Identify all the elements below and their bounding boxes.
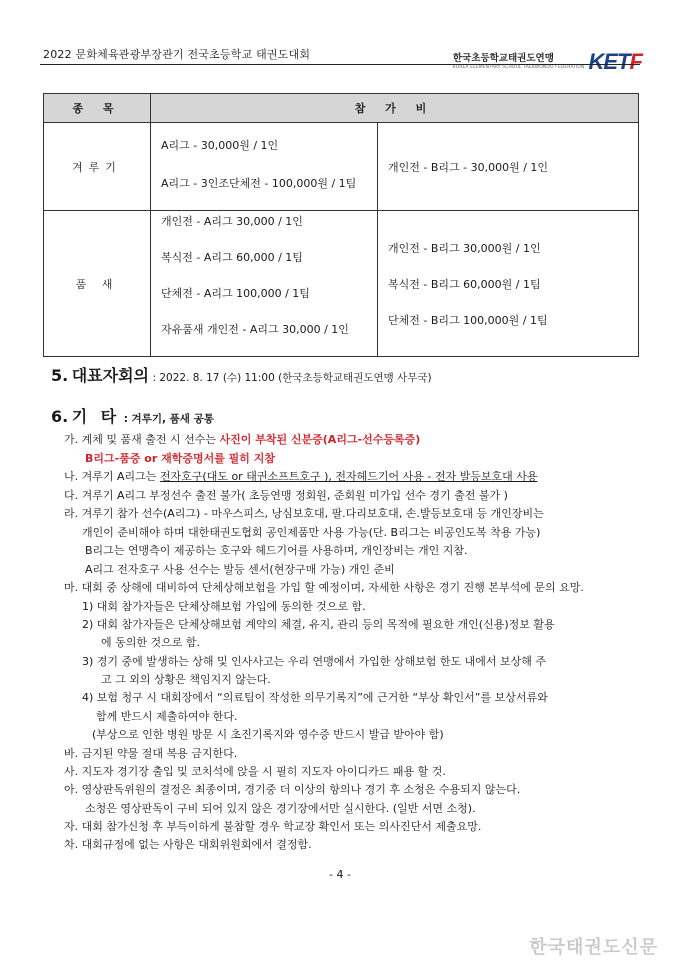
table-header-event: 종 목 xyxy=(44,94,151,123)
list-item-ma-3: 3) 경기 중에 발생하는 상해 및 인사사고는 우리 연맹에서 가입한 상해보험 한도 내에서 보상해 주 xyxy=(82,655,547,668)
section-5-representatives-meeting xyxy=(51,363,432,386)
list-item-ma-3-cont: 고 그 외의 상황은 책임지지 않는다. xyxy=(101,673,271,686)
fee-line: A리그 - 3인조단체전 - 100,000원 / 1팀 xyxy=(161,177,357,190)
table-row-poomsae xyxy=(44,211,639,357)
list-item-ja: 자. 대회 참가신청 후 부득이하게 불참할 경우 학교장 확인서 또는 의사진단서 제출요망. xyxy=(64,820,482,833)
list-item-cha: 차. 대회규정에 없는 사항은 대회위원회에서 결정함. xyxy=(64,838,312,851)
section-number: 6. xyxy=(51,407,69,426)
list-item-ma-4-note: (부상으로 인한 병원 방문 시 초진기록지와 영수증 반드시 발급 받아야 함) xyxy=(92,728,444,741)
fee-line: 개인전 - B리그 - 30,000원 / 1인 xyxy=(388,160,549,174)
kyorugi-b-league-fees xyxy=(378,123,639,211)
list-item-a: 아. 영상판독위원의 결정은 최종이며, 경기중 더 이상의 항의나 경기 후 소청은 수용되지 않는다. xyxy=(64,783,521,796)
list-item-sa: 사. 지도자 경기장 출입 및 코치석에 앉을 시 필히 지도자 아이디카드 패용 할 것. xyxy=(64,765,446,778)
list-item-a-cont: 소청은 영상판독이 구비 되어 있지 않은 경기장에서만 실시한다. (일반 서면 소청). xyxy=(85,802,476,815)
newspaper-watermark: 한국태권도신문 xyxy=(529,937,658,958)
section-title: 기 타 xyxy=(71,407,121,426)
meeting-details: : 2022. 8. 17 (수) 11:00 (한국초등학교태권도연맹 사무국) xyxy=(152,372,432,384)
section-number: 5. xyxy=(51,366,69,385)
table-header-fee: 참 가 비 xyxy=(151,94,639,123)
federation-logo xyxy=(453,48,642,76)
section-subtitle: : 겨루기, 품새 공통 xyxy=(123,413,214,425)
list-item-ra-cont: B리그는 연맹측이 제공하는 호구와 헤드기어를 사용하며, 개인장비는 개인 지참. xyxy=(85,544,468,557)
list-item-ma-1: 1) 대회 참가자들은 단체상해보험 가입에 동의한 것으로 함. xyxy=(82,600,366,613)
fee-line: 단체전 - A리그 100,000 / 1팀 xyxy=(161,287,310,300)
section-title: 대표자회의 xyxy=(71,366,149,385)
poomsae-b-league-fees xyxy=(378,211,639,357)
document-header-title: 2022 문화체육관광부장관기 전국초등학교 태권도대회 xyxy=(43,48,311,61)
fee-line: 복식전 - B리그 60,000원 / 1팀 xyxy=(388,277,541,291)
fee-line: A리그 - 30,000원 / 1인 xyxy=(161,139,279,152)
logo-english-name: KOREA ELEMENTARY SCHOOL TAEKWONDO FEDERATION xyxy=(452,64,585,70)
event-poomsae: 품 새 xyxy=(44,211,151,357)
electronic-equipment-note: 전자호구(대도 or 태권소프트호구 ), 전자헤드기어 사용 - 전자 발등보호대 사용 xyxy=(159,470,538,483)
fee-line: 복식전 - A리그 60,000 / 1팀 xyxy=(161,251,303,264)
list-item-ra-cont: 개인이 준비해야 하며 대한태권도협회 공인제품만 사용 가능(단. B리그는 비공인도복 착용 가능) xyxy=(82,526,541,539)
list-item-ba: 바. 금지된 약물 절대 복용 금지한다. xyxy=(64,747,238,760)
list-item-ma-2-cont: 에 동의한 것으로 함. xyxy=(101,636,200,649)
list-item-ra-cont: A리그 전자호구 사용 선수는 발등 센서(현장구매 가능) 개인 준비 xyxy=(85,563,395,576)
fee-line: 자유품새 개인전 - A리그 30,000 / 1인 xyxy=(161,323,349,336)
list-item-ma-4: 4) 보험 청구 시 대회장에서 “의료팀이 작성한 의무기록지”에 근거한 “부상 확인서”를 보상서류와 xyxy=(82,691,548,704)
list-item-da: 다. 겨루기 A리그 부정선수 출전 불가( 초등연맹 정회원, 준회원 미가입 선수 경기 출전 불가 ) xyxy=(64,489,508,502)
logo-korean-name: 한국초등학교태권도연맹 xyxy=(452,53,554,64)
ketf-logo-mark: KETF xyxy=(588,49,642,74)
list-item-ma-4-cont: 함께 반드시 제출하여야 한다. xyxy=(96,710,238,723)
section-6-others xyxy=(51,404,214,427)
kyorugi-a-league-fees xyxy=(151,123,378,211)
list-item-ma: 마. 대회 중 상해에 대비하여 단체상해보험을 가입 할 예정이며, 자세한 사항은 경기 진행 본부석에 문의 요망. xyxy=(64,581,584,594)
event-kyorugi: 겨루기 xyxy=(44,123,151,211)
list-item-ma-2: 2) 대회 참가자들은 단체상해보험 계약의 체결, 유지, 관리 등의 목적에 필요한 개인(신용)정보 활용 xyxy=(82,618,555,631)
list-item-ga-cont: B리그-품증 or 재학증명서를 필히 지참 xyxy=(85,452,276,465)
header-divider xyxy=(40,64,640,65)
table-row-kyorugi xyxy=(44,123,639,211)
poomsae-a-league-fees xyxy=(151,211,378,357)
fee-line: 단체전 - B리그 100,000원 / 1팀 xyxy=(388,313,548,327)
required-id-note: 사진이 부착된 신분증(A리그-선수등록증) xyxy=(219,433,421,446)
list-item-ga: 가. 계체 및 품새 출전 시 선수는 사진이 부착된 신분증(A리그-선수등록증) xyxy=(64,433,421,446)
fee-line: 개인전 - A리그 30,000 / 1인 xyxy=(161,215,303,228)
fee-line: 개인전 - B리그 30,000원 / 1인 xyxy=(388,241,541,255)
list-item-na: 나. 겨루기 A리그는 전자호구(대도 or 태권소프트호구 ), 전자헤드기어 사용 - 전자 발등보호대 사용 xyxy=(64,470,538,483)
list-item-ra: 라. 겨루기 참가 선수(A리그) - 마우스피스, 낭심보호대, 팔.다리보호대, 손.발등보호대 등 개인장비는 xyxy=(64,507,544,520)
entry-fee-table xyxy=(43,93,639,357)
page-number: - 4 - xyxy=(329,868,351,881)
